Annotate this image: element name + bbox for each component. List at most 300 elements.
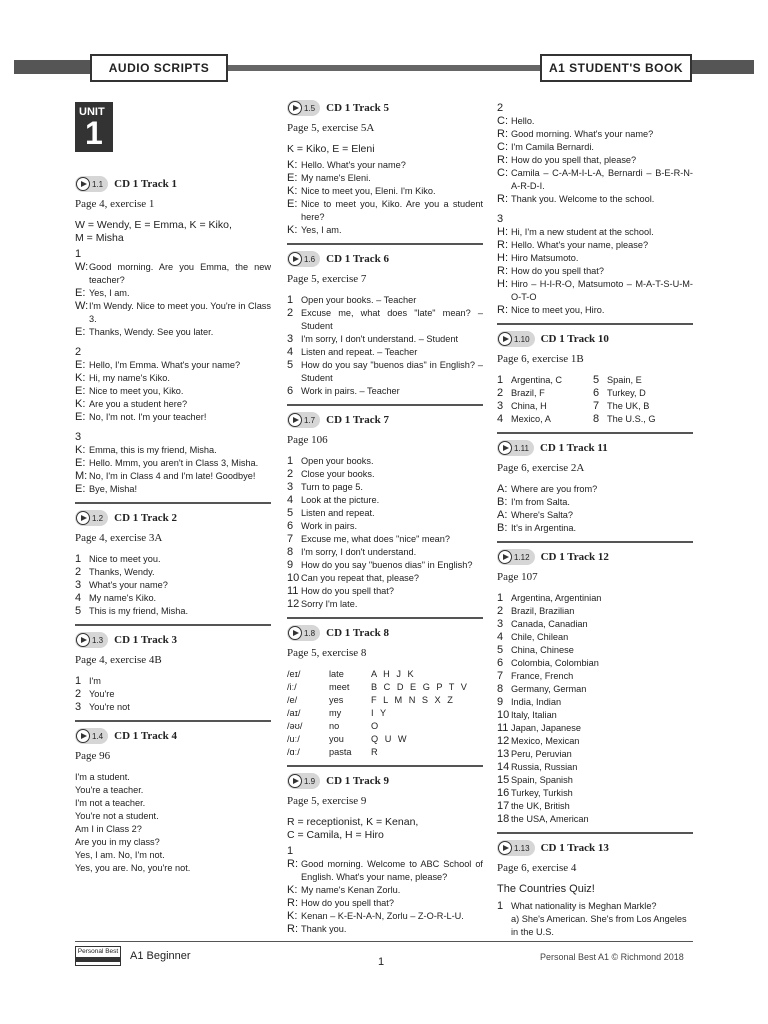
unit-number: 1 <box>85 115 103 151</box>
line-text: Good morning. Are you Emma, the new teacher? <box>89 262 271 285</box>
item-text: I'm sorry, I don't understand. <box>301 547 417 557</box>
play-audio-button[interactable]: 1.11 <box>497 440 534 456</box>
line-text: Thank you. <box>301 924 347 934</box>
header-bar-right <box>690 60 754 74</box>
header-bar-middle <box>226 65 542 71</box>
item-number: 6 <box>593 387 600 399</box>
line-text: Nice to meet you, Eleni. I'm Kiko. <box>301 186 436 196</box>
phoneme-symbol: /ɑː/ <box>287 747 300 757</box>
list-item <box>287 546 483 559</box>
list-item <box>287 385 483 398</box>
example-word: no <box>329 721 340 731</box>
item-number: 2 <box>287 307 294 319</box>
divider <box>287 404 483 406</box>
item-text: Brazil, Brazilian <box>511 606 575 616</box>
speaker: E: <box>75 411 86 423</box>
speaker: E: <box>75 483 86 495</box>
example-word: you <box>329 734 344 744</box>
item-number: 10 <box>287 572 300 584</box>
item-number: 11 <box>287 585 299 597</box>
dialogue-line <box>497 252 693 265</box>
sentence: Yes, you are. No, you're not. <box>75 863 191 873</box>
page-reference: Page 4, exercise 4B <box>75 654 162 666</box>
item-number: 4 <box>497 413 504 425</box>
list-item <box>593 413 689 426</box>
play-audio-button[interactable]: 1.10 <box>497 331 535 347</box>
track-title: CD 1 Track 10 <box>540 332 609 345</box>
list-item <box>497 400 593 413</box>
item-number: 3 <box>497 400 504 412</box>
item-number: 8 <box>593 413 600 425</box>
item-text: China, Chinese <box>511 645 574 655</box>
dialogue-line <box>75 385 271 398</box>
quiz-answer: a) She's American. She's from Los Angeles in the U.S. <box>511 914 687 937</box>
track-heading <box>75 176 271 192</box>
play-audio-button[interactable]: 1.2 <box>75 510 108 526</box>
column-2 <box>287 100 483 936</box>
footer-divider <box>75 941 693 942</box>
list-item <box>75 579 271 592</box>
dialogue-line <box>497 496 693 509</box>
dialogue-number: 2 <box>75 346 82 358</box>
column-1 <box>75 100 271 875</box>
dialogue-number: 3 <box>75 431 82 443</box>
item-number: 12 <box>497 735 510 747</box>
column-3 <box>497 100 693 939</box>
line-text: Nice to meet you, Hiro. <box>511 305 605 315</box>
speaker: H: <box>497 278 508 290</box>
line-text: I'm Camila Bernardi. <box>511 142 594 152</box>
line-text: Bye, Misha! <box>89 484 137 494</box>
item-number: 2 <box>287 468 294 480</box>
item-text: I'm <box>89 676 101 686</box>
example-word: my <box>329 708 342 718</box>
numbered-list <box>287 455 483 611</box>
list-item <box>75 701 271 714</box>
dialogue-line <box>75 444 271 457</box>
page-reference: Page 6, exercise 4 <box>497 862 577 874</box>
header-bar-left <box>14 60 92 74</box>
track-heading <box>497 549 693 565</box>
divider <box>75 720 271 722</box>
speaker: R: <box>287 897 298 909</box>
list-item <box>287 346 483 359</box>
item-number: 18 <box>497 813 510 825</box>
item-number: 3 <box>497 618 504 630</box>
item-text: Listen and repeat. <box>301 508 375 518</box>
dialogue-line <box>497 265 693 278</box>
line-text: I'm from Salta. <box>511 497 570 507</box>
track-heading <box>497 331 693 347</box>
page-reference: Page 107 <box>497 571 538 583</box>
track-title: CD 1 Track 6 <box>326 252 389 265</box>
play-audio-button[interactable]: 1.9 <box>287 773 320 789</box>
list-item <box>287 481 483 494</box>
divider <box>75 502 271 504</box>
play-audio-button[interactable]: 1.5 <box>287 100 320 116</box>
speaker: W: <box>75 261 89 273</box>
item-text: Mexico, A <box>511 414 551 424</box>
item-text: How do you say "buenos dias" in English? – Student <box>301 360 483 383</box>
line-text: Where are you from? <box>511 484 598 494</box>
item-number: 11 <box>497 722 509 734</box>
phoneme-symbol: /iː/ <box>287 682 297 692</box>
item-number: 7 <box>593 400 600 412</box>
dialogue-line <box>75 359 271 372</box>
play-icon <box>288 626 302 640</box>
list-item <box>497 683 693 696</box>
footer-copyright: Personal Best A1 © Richmond 2018 <box>540 952 684 962</box>
numbered-list <box>497 592 693 826</box>
dialogue-line <box>287 910 483 923</box>
phoneme-row <box>287 720 483 733</box>
item-text: China, H <box>511 401 547 411</box>
item-number: 1 <box>497 592 504 604</box>
list-item <box>593 387 689 400</box>
divider <box>497 323 693 325</box>
phoneme-symbol: /eɪ/ <box>287 669 301 679</box>
speaker: R: <box>497 304 508 316</box>
play-icon <box>288 774 302 788</box>
track-heading <box>287 412 483 428</box>
play-icon <box>288 413 302 427</box>
speaker: E: <box>75 457 86 469</box>
track-title: CD 1 Track 11 <box>539 441 608 454</box>
item-number: 5 <box>287 507 294 519</box>
play-icon <box>76 177 90 191</box>
divider <box>497 432 693 434</box>
track-title: CD 1 Track 3 <box>114 633 177 646</box>
item-text: The UK, B <box>607 401 650 411</box>
line-text: How do you spell that? <box>301 898 394 908</box>
dialogue-line <box>287 172 483 185</box>
speaker: R: <box>497 154 508 166</box>
track-title: CD 1 Track 1 <box>114 177 177 190</box>
line-text: It's in Argentina. <box>511 523 577 533</box>
page-reference: Page 5, exercise 8 <box>287 647 367 659</box>
dialogue-line <box>497 154 693 167</box>
item-text: Close your books. <box>301 469 375 479</box>
list-item <box>497 413 593 426</box>
speaker: K: <box>287 884 298 896</box>
list-item <box>497 696 693 709</box>
item-number: 9 <box>287 559 294 571</box>
line-text: Hello, I'm Emma. What's your name? <box>89 360 241 370</box>
page-reference: Page 6, exercise 2A <box>497 462 585 474</box>
play-icon <box>76 511 90 525</box>
sentence: You're a teacher. <box>75 785 144 795</box>
phoneme-row <box>287 668 483 681</box>
line-text: Hi, my name's Kiko. <box>89 373 170 383</box>
play-icon <box>498 441 512 455</box>
item-number: 17 <box>497 800 510 812</box>
phoneme-row <box>287 681 483 694</box>
list-item <box>497 618 693 631</box>
list-item <box>497 374 593 387</box>
line-text: Good morning. Welcome to ABC School of English. What's your name, please? <box>301 859 483 882</box>
item-number: 6 <box>497 657 504 669</box>
line-text: Hello. What's your name, please? <box>511 240 649 250</box>
item-number: 8 <box>287 546 294 558</box>
item-text: France, French <box>511 671 574 681</box>
item-number: 3 <box>287 481 294 493</box>
letters: R <box>371 747 378 757</box>
item-text: How do you spell that? <box>301 586 394 596</box>
item-number: 6 <box>287 520 294 532</box>
line-text: Camila – C-A-M-I-L-A, Bernardi – B-E-R-N-A-R-D-I. <box>511 168 693 191</box>
speaker: E: <box>75 326 86 338</box>
page-reference: Page 4, exercise 3A <box>75 532 163 544</box>
line-text: Hiro Matsumoto. <box>511 253 579 263</box>
play-audio-button[interactable]: 1.13 <box>497 840 535 856</box>
item-number: 5 <box>287 359 294 371</box>
item-number: 1 <box>75 675 82 687</box>
item-number: 14 <box>497 761 510 773</box>
item-number: 4 <box>497 631 504 643</box>
line-text: Hello. <box>511 116 535 126</box>
dialogue-line <box>287 185 483 198</box>
dialogue-line <box>287 923 483 936</box>
list-item <box>75 592 271 605</box>
item-number: 3 <box>287 333 294 345</box>
item-text: Turn to page 5. <box>301 482 363 492</box>
play-audio-button[interactable]: 1.7 <box>287 412 320 428</box>
list-item <box>497 592 693 605</box>
numbered-list <box>75 675 271 714</box>
line-text: My name's Kenan Zorlu. <box>301 885 401 895</box>
play-audio-button[interactable]: 1.8 <box>287 625 320 641</box>
divider <box>497 832 693 834</box>
track-title: CD 1 Track 8 <box>326 626 389 639</box>
item-text: Peru, Peruvian <box>511 749 572 759</box>
line-text: Emma, this is my friend, Misha. <box>89 445 217 455</box>
item-text: Spain, E <box>607 375 642 385</box>
divider <box>287 617 483 619</box>
line-text: Are you a student here? <box>89 399 188 409</box>
item-text: Thanks, Wendy. <box>89 567 155 577</box>
divider <box>497 541 693 543</box>
play-audio-button[interactable]: 1.4 <box>75 728 108 744</box>
dialogue <box>287 159 483 237</box>
speaker: C: <box>497 141 508 153</box>
line-text: No, I'm not. I'm your teacher! <box>89 412 207 422</box>
item-number: 7 <box>287 533 294 545</box>
speaker: E: <box>75 359 86 371</box>
speaker: A: <box>497 483 508 495</box>
page-reference: Page 5, exercise 7 <box>287 273 367 285</box>
page-number: 1 <box>378 956 385 968</box>
sentence: I'm not a teacher. <box>75 798 146 808</box>
item-text: This is my friend, Misha. <box>89 606 189 616</box>
sentence: You're not a student. <box>75 811 159 821</box>
line-text: Hello. Mmm, you aren't in Class 3, Misha. <box>89 458 259 468</box>
page-reference: Page 6, exercise 1B <box>497 353 584 365</box>
list-item <box>497 800 693 813</box>
letters: O <box>371 721 379 731</box>
speaker: W: <box>75 300 89 312</box>
line-text: My name's Eleni. <box>301 173 371 183</box>
list-item <box>497 605 693 618</box>
letters: A H J K <box>371 669 414 679</box>
item-number: 5 <box>75 605 82 617</box>
example-word: yes <box>329 695 344 705</box>
item-number: 1 <box>75 553 82 565</box>
line-text: Where's Salta? <box>511 510 574 520</box>
item-text: You're not <box>89 702 130 712</box>
list-item <box>497 761 693 774</box>
item-text: Chile, Chilean <box>511 632 569 642</box>
item-text: Excuse me, what does "nice" mean? <box>301 534 451 544</box>
phoneme-row <box>287 694 483 707</box>
speaker: C: <box>497 167 508 179</box>
speaker: K: <box>287 910 298 922</box>
speaker: M: <box>75 470 88 482</box>
dialogue-number: 3 <box>497 213 504 225</box>
line-text: How do you spell that? <box>511 266 604 276</box>
item-text: The U.S., G <box>607 414 656 424</box>
example-word: meet <box>329 682 350 692</box>
item-text: Open your books. <box>301 456 374 466</box>
speaker: R: <box>287 858 298 870</box>
sentence-list <box>75 771 271 875</box>
dialogue-line <box>75 372 271 385</box>
track-heading <box>287 625 483 641</box>
speaker: R: <box>287 923 298 935</box>
list-item <box>497 735 693 748</box>
track-heading <box>497 440 693 456</box>
dialogue-line <box>75 411 271 424</box>
dialogue-number: 1 <box>75 248 82 260</box>
track-title: CD 1 Track 7 <box>326 413 389 426</box>
speaker: R: <box>497 265 508 277</box>
item-number: 6 <box>287 385 294 397</box>
item-text: Look at the picture. <box>301 495 380 505</box>
line-text: No, I'm in Class 4 and I'm late! Goodbye! <box>89 471 256 481</box>
dialogue-line <box>75 300 271 326</box>
list-item <box>75 688 271 701</box>
line-text: Yes, I am. <box>301 225 342 235</box>
answer-grid <box>497 374 693 426</box>
line-text: Yes, I am. <box>89 288 130 298</box>
item-text: Canada, Canadian <box>511 619 588 629</box>
speaker: K: <box>287 224 298 236</box>
line-text: Nice to meet you, Kiko. Are you a student here? <box>301 199 483 222</box>
speaker: H: <box>497 226 508 238</box>
item-number: 10 <box>497 709 510 721</box>
item-text: What's your name? <box>89 580 168 590</box>
play-icon <box>76 729 90 743</box>
dialogue-line <box>497 239 693 252</box>
dialogue-number: 1 <box>287 845 294 857</box>
track-heading <box>287 773 483 789</box>
divider <box>75 624 271 626</box>
example-word: late <box>329 669 344 679</box>
list-item <box>497 709 693 722</box>
item-text: Listen and repeat. – Teacher <box>301 347 418 357</box>
item-text: the UK, British <box>511 801 570 811</box>
play-icon <box>498 332 512 346</box>
item-number: 4 <box>75 592 82 604</box>
item-text: Argentina, C <box>511 375 563 385</box>
speaker: K: <box>75 444 86 456</box>
dialogue-line <box>497 167 693 193</box>
list-item <box>497 631 693 644</box>
page-reference: Page 5, exercise 5A <box>287 122 375 134</box>
line-text: Thank you. Welcome to the school. <box>511 194 655 204</box>
list-item <box>287 307 483 333</box>
line-text: How do you spell that, please? <box>511 155 637 165</box>
speaker: K: <box>287 159 298 171</box>
list-item <box>287 455 483 468</box>
letters: B C D E G P T V <box>371 682 467 692</box>
item-number: 5 <box>497 644 504 656</box>
item-text: How do you say "buenos dias" in English? <box>301 560 473 570</box>
play-audio-button[interactable]: 1.3 <box>75 632 108 648</box>
item-text: Turkey, Turkish <box>511 788 573 798</box>
dialogue-line <box>75 398 271 411</box>
list-item <box>287 533 483 546</box>
phoneme-row <box>287 707 483 720</box>
dialogue-line <box>287 858 483 884</box>
item-number: 4 <box>287 346 294 358</box>
item-number: 3 <box>75 579 82 591</box>
play-icon <box>498 550 512 564</box>
speaker: R: <box>497 128 508 140</box>
track-heading <box>287 100 483 116</box>
item-text: My name's Kiko. <box>89 593 157 603</box>
item-number: 8 <box>497 683 504 695</box>
play-icon <box>498 841 512 855</box>
track-title: CD 1 Track 12 <box>540 550 609 563</box>
track-title: CD 1 Track 13 <box>540 841 609 854</box>
list-item <box>287 359 483 385</box>
list-item <box>287 494 483 507</box>
line-text: Kenan – K-E-N-A-N, Zorlu – Z-O-R-L-U. <box>301 911 464 921</box>
item-text: Japan, Japanese <box>511 723 581 733</box>
item-number: 4 <box>287 494 294 506</box>
phoneme-symbol: /aɪ/ <box>287 708 301 718</box>
item-number: 2 <box>497 387 504 399</box>
list-item <box>287 468 483 481</box>
play-audio-button[interactable]: 1.1 <box>75 176 108 192</box>
list-item <box>497 813 693 826</box>
track-heading <box>75 728 271 744</box>
list-item <box>497 748 693 761</box>
dialogue-line <box>75 457 271 470</box>
play-audio-button[interactable]: 1.6 <box>287 251 320 267</box>
track-title: CD 1 Track 2 <box>114 511 177 524</box>
letters: Q U W <box>371 734 407 744</box>
item-number: 1 <box>287 455 294 467</box>
dialogue-line <box>287 884 483 897</box>
play-audio-button[interactable]: 1.12 <box>497 549 535 565</box>
item-text: Excuse me, what does "late" mean? – Student <box>301 308 483 331</box>
item-text: I'm sorry, I don't understand. – Student <box>301 334 459 344</box>
item-number: 12 <box>287 598 300 610</box>
page-reference: Page 106 <box>287 434 328 446</box>
page-reference: Page 5, exercise 9 <box>287 795 367 807</box>
page-reference: Page 96 <box>75 750 111 762</box>
speaker: A: <box>497 509 508 521</box>
item-number: 2 <box>75 566 82 578</box>
line-text: Hiro – H-I-R-O, Matsumoto – M-A-T-S-U-M-O-T-O <box>511 279 693 302</box>
phoneme-row <box>287 733 483 746</box>
sentence: Yes, I am. No, I'm not. <box>75 850 165 860</box>
dialogue-line <box>75 483 271 496</box>
item-text: Work in pairs. – Teacher <box>301 386 400 396</box>
dialogue-line <box>497 278 693 304</box>
list-item <box>287 559 483 572</box>
